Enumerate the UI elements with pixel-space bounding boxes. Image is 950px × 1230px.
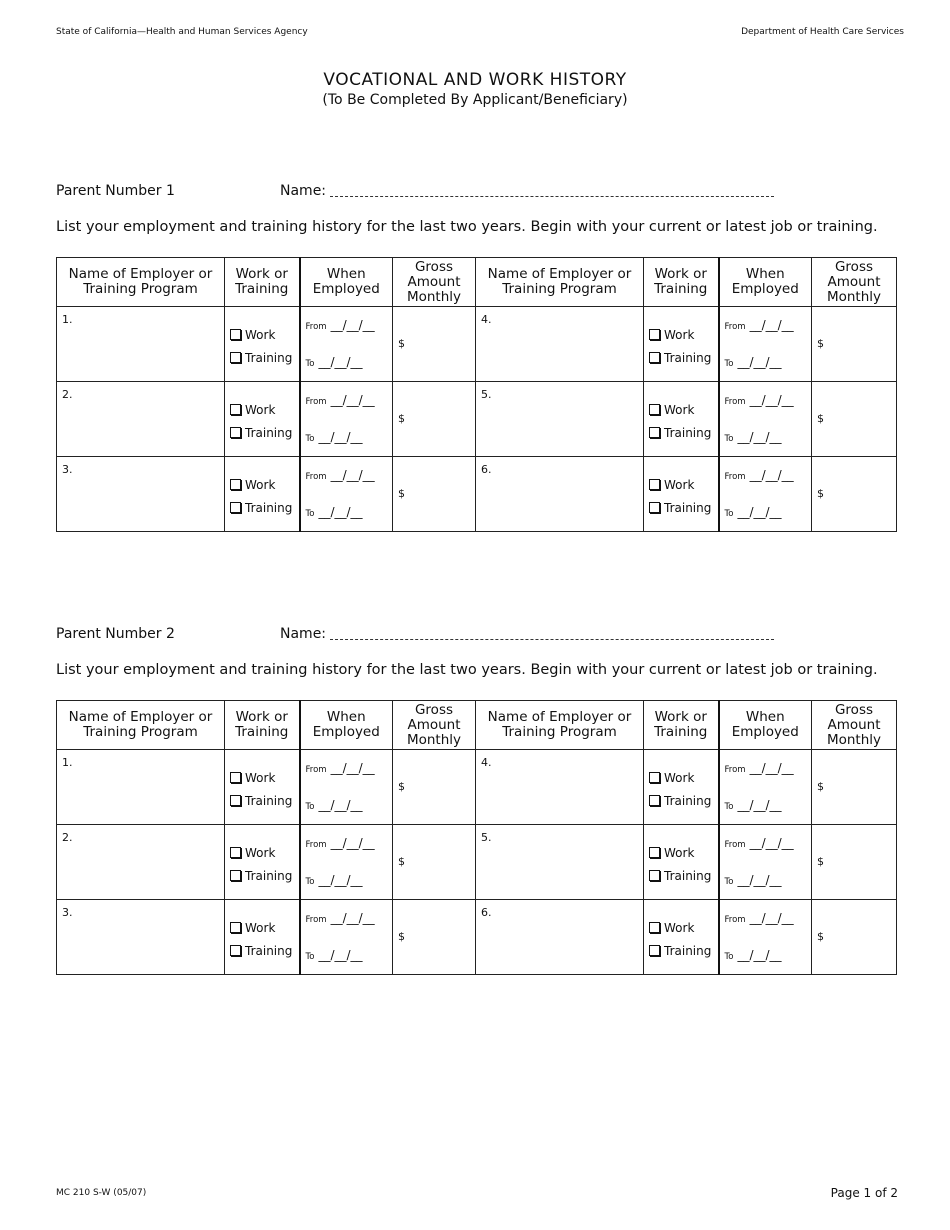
work-checkbox[interactable] [230,771,275,785]
gross-amount-cell[interactable] [812,825,897,900]
when-employed-header: When Employed [300,701,393,750]
checkbox-box[interactable] [230,922,241,933]
when-employed-cell [719,457,812,532]
work-checkbox[interactable] [649,846,694,860]
checkbox-box[interactable] [649,404,660,415]
work-checkbox[interactable] [230,328,275,342]
date-blank: __/__/__ [318,798,363,812]
date-blank: __/__/__ [330,761,375,775]
to-date-field[interactable] [306,505,363,519]
work-checkbox[interactable] [230,846,275,860]
when-employed-cell [300,382,393,457]
table-header-row [57,701,897,750]
checkbox-box[interactable] [649,870,660,881]
date-blank: __/__/__ [737,873,782,887]
work-training-cell [644,900,719,975]
parent-1-history-table [56,257,897,532]
row-number: 4. [481,756,492,769]
checkbox-box[interactable] [230,502,241,513]
checkbox-box[interactable] [230,772,241,783]
work-checkbox[interactable] [649,771,694,785]
work-training-cell [225,750,300,825]
when-employed-cell [300,307,393,382]
date-label: To [724,509,734,519]
work-checkbox[interactable] [230,403,275,417]
table-row [57,750,897,825]
when-employed-header: When Employed [300,258,393,307]
work-training-cell [644,457,719,532]
from-date-field[interactable] [306,468,375,482]
training-checkbox[interactable] [649,426,711,440]
dollar-sign: $ [398,412,405,425]
dollar-sign: $ [398,855,405,868]
when-employed-cell [300,825,393,900]
checkbox-label: Work [664,478,695,492]
date-blank: __/__/__ [737,798,782,812]
date-label: To [724,952,734,962]
form-id: MC 210 S-W (05/07) [56,1188,147,1198]
training-checkbox[interactable] [230,501,292,515]
checkbox-box[interactable] [230,870,241,881]
date-blank: __/__/__ [749,468,794,482]
checkbox-box[interactable] [230,329,241,340]
when-employed-header: When Employed [719,701,812,750]
work-training-cell [225,900,300,975]
to-date-field[interactable] [306,430,363,444]
checkbox-label: Training [245,501,293,515]
checkbox-label: Training [664,501,712,515]
employer-header: Name of Employer or Training Program [476,701,644,750]
date-label: To [724,359,734,369]
checkbox-label: Training [664,426,712,440]
work-training-cell [225,825,300,900]
checkbox-label: Work [664,921,695,935]
dollar-sign: $ [398,337,405,350]
employer-cell[interactable] [476,825,644,900]
dollar-sign: $ [817,337,824,350]
date-blank: __/__/__ [330,911,375,925]
checkbox-box[interactable] [230,352,241,363]
checkbox-label: Work [245,921,276,935]
date-blank: __/__/__ [737,505,782,519]
dollar-sign: $ [817,780,824,793]
when-employed-cell [719,382,812,457]
gross-amount-cell[interactable] [393,307,476,382]
checkbox-label: Training [664,944,712,958]
date-blank: __/__/__ [330,318,375,332]
training-checkbox[interactable] [230,426,292,440]
gross-amount-cell[interactable] [812,382,897,457]
work-training-cell [644,825,719,900]
checkbox-label: Work [664,771,695,785]
when-employed-cell [300,900,393,975]
row-number: 5. [481,831,492,844]
date-blank: __/__/__ [749,836,794,850]
date-blank: __/__/__ [737,948,782,962]
date-blank: __/__/__ [330,393,375,407]
date-label: To [305,952,315,962]
gross-amount-cell[interactable] [393,900,476,975]
date-blank: __/__/__ [318,948,363,962]
checkbox-label: Training [245,351,293,365]
to-date-field[interactable] [725,505,782,519]
checkbox-box[interactable] [649,352,660,363]
work-training-cell [644,307,719,382]
gross-amount-cell[interactable] [393,825,476,900]
date-label: From [724,322,746,332]
from-date-field[interactable] [306,761,375,775]
form-subtitle: (To Be Completed By Applicant/Beneficiary) [322,92,628,108]
date-blank: __/__/__ [318,430,363,444]
parent-1-name-label: Name: [280,183,327,199]
work-or-training-header: Work or Training [644,701,719,750]
employer-cell[interactable] [57,457,225,532]
work-training-cell [225,382,300,457]
from-date-field[interactable] [725,468,794,482]
table-row [57,382,897,457]
date-blank: __/__/__ [330,468,375,482]
checkbox-box[interactable] [649,427,660,438]
checkbox-box[interactable] [649,329,660,340]
row-number: 3. [62,906,73,919]
to-date-field[interactable] [725,798,782,812]
work-checkbox[interactable] [230,478,275,492]
parent-2-name-label: Name: [280,626,327,642]
training-checkbox[interactable] [649,869,711,883]
to-date-field[interactable] [725,430,782,444]
employer-header: Name of Employer or Training Program [57,258,225,307]
parent-2-history-table [56,700,897,975]
to-date-field[interactable] [306,355,363,369]
date-label: To [305,509,315,519]
gross-amount-cell[interactable] [393,382,476,457]
employer-cell[interactable] [476,382,644,457]
employer-cell[interactable] [57,750,225,825]
date-blank: __/__/__ [737,355,782,369]
checkbox-box[interactable] [649,479,660,490]
work-checkbox[interactable] [649,328,694,342]
parent-1-instruction: List your employment and training history for the last two years. Begin with your current or latest job or training. [56,219,878,235]
training-checkbox[interactable] [230,351,292,365]
date-label: From [305,472,327,482]
table-row [57,900,897,975]
work-checkbox[interactable] [649,921,694,935]
work-checkbox[interactable] [649,478,694,492]
date-blank: __/__/__ [318,505,363,519]
employer-cell[interactable] [57,382,225,457]
training-checkbox[interactable] [230,869,292,883]
checkbox-box[interactable] [230,404,241,415]
employer-cell[interactable] [476,307,644,382]
training-checkbox[interactable] [230,794,292,808]
checkbox-box[interactable] [649,795,660,806]
checkbox-label: Training [664,869,712,883]
date-label: From [305,322,327,332]
work-checkbox[interactable] [649,403,694,417]
date-label: From [305,765,327,775]
row-number: 2. [62,831,73,844]
gross-amount-cell[interactable] [812,750,897,825]
work-or-training-header: Work or Training [225,701,300,750]
parent-2-label: Parent Number 2 [56,626,175,642]
dollar-sign: $ [398,930,405,943]
date-label: From [305,397,327,407]
when-employed-cell [300,750,393,825]
work-training-cell [225,457,300,532]
date-blank: __/__/__ [749,761,794,775]
checkbox-box[interactable] [230,427,241,438]
dollar-sign: $ [817,930,824,943]
checkbox-box[interactable] [230,795,241,806]
to-date-field[interactable] [725,355,782,369]
gross-amount-header: Gross Amount Monthly [393,258,476,307]
to-date-field[interactable] [725,873,782,887]
when-employed-cell [719,825,812,900]
page-number: Page 1 of 2 [830,1186,898,1200]
gross-amount-cell[interactable] [812,457,897,532]
checkbox-box[interactable] [649,945,660,956]
checkbox-box[interactable] [649,847,660,858]
checkbox-box[interactable] [649,922,660,933]
employer-header: Name of Employer or Training Program [476,258,644,307]
training-checkbox[interactable] [649,794,711,808]
date-blank: __/__/__ [318,873,363,887]
when-employed-cell [300,457,393,532]
date-label: From [724,840,746,850]
work-training-cell [644,750,719,825]
date-blank: __/__/__ [318,355,363,369]
checkbox-label: Work [245,328,276,342]
checkbox-label: Work [664,328,695,342]
gross-amount-cell[interactable] [393,457,476,532]
dollar-sign: $ [817,855,824,868]
checkbox-label: Work [664,846,695,860]
checkbox-box[interactable] [230,847,241,858]
gross-amount-cell[interactable] [812,900,897,975]
gross-amount-header: Gross Amount Monthly [812,258,897,307]
agency-header: State of California—Health and Human Services Agency [56,27,308,37]
date-label: From [724,397,746,407]
when-employed-header: When Employed [719,258,812,307]
from-date-field[interactable] [725,911,794,925]
date-blank: __/__/__ [749,393,794,407]
table-header-row [57,258,897,307]
date-label: From [724,915,746,925]
parent-2-name-input[interactable] [330,639,774,640]
training-checkbox[interactable] [649,501,711,515]
date-label: To [724,434,734,444]
checkbox-label: Training [245,794,293,808]
checkbox-label: Training [245,426,293,440]
from-date-field[interactable] [306,911,375,925]
checkbox-box[interactable] [649,502,660,513]
checkbox-label: Training [664,351,712,365]
checkbox-label: Work [245,846,276,860]
employer-cell[interactable] [476,900,644,975]
to-date-field[interactable] [725,948,782,962]
date-label: From [724,472,746,482]
when-employed-cell [719,900,812,975]
work-or-training-header: Work or Training [644,258,719,307]
training-checkbox[interactable] [649,944,711,958]
row-number: 6. [481,463,492,476]
date-blank: __/__/__ [749,318,794,332]
checkbox-box[interactable] [230,945,241,956]
checkbox-box[interactable] [230,479,241,490]
to-date-field[interactable] [306,873,363,887]
dollar-sign: $ [817,487,824,500]
date-blank: __/__/__ [737,430,782,444]
when-employed-cell [719,307,812,382]
parent-2-instruction: List your employment and training history for the last two years. Begin with your current or latest job or training. [56,662,878,678]
from-date-field[interactable] [306,393,375,407]
row-number: 2. [62,388,73,401]
checkbox-label: Training [245,869,293,883]
employer-header: Name of Employer or Training Program [57,701,225,750]
date-label: To [305,877,315,887]
checkbox-label: Training [664,794,712,808]
employer-cell[interactable] [57,900,225,975]
checkbox-label: Work [664,403,695,417]
gross-amount-cell[interactable] [812,307,897,382]
row-number: 6. [481,906,492,919]
employer-cell[interactable] [476,750,644,825]
form-title: VOCATIONAL AND WORK HISTORY [323,70,627,90]
row-number: 1. [62,756,73,769]
dollar-sign: $ [398,780,405,793]
date-label: To [724,802,734,812]
date-label: To [305,434,315,444]
work-checkbox[interactable] [230,921,275,935]
when-employed-cell [719,750,812,825]
to-date-field[interactable] [306,948,363,962]
from-date-field[interactable] [725,836,794,850]
table-row [57,457,897,532]
date-blank: __/__/__ [330,836,375,850]
gross-amount-header: Gross Amount Monthly [812,701,897,750]
date-blank: __/__/__ [749,911,794,925]
from-date-field[interactable] [306,836,375,850]
gross-amount-cell[interactable] [393,750,476,825]
date-label: From [305,840,327,850]
from-date-field[interactable] [725,761,794,775]
checkbox-label: Training [245,944,293,958]
work-or-training-header: Work or Training [225,258,300,307]
row-number: 5. [481,388,492,401]
training-checkbox[interactable] [649,351,711,365]
work-training-cell [225,307,300,382]
row-number: 3. [62,463,73,476]
table-row [57,825,897,900]
checkbox-label: Work [245,478,276,492]
table-row [57,307,897,382]
row-number: 1. [62,313,73,326]
parent-1-label: Parent Number 1 [56,183,175,199]
parent-1-name-input[interactable] [330,196,774,197]
employer-cell[interactable] [476,457,644,532]
checkbox-label: Work [245,403,276,417]
dollar-sign: $ [398,487,405,500]
date-label: To [305,359,315,369]
employer-cell[interactable] [57,825,225,900]
checkbox-box[interactable] [649,772,660,783]
dollar-sign: $ [817,412,824,425]
work-training-cell [644,382,719,457]
from-date-field[interactable] [306,318,375,332]
date-label: From [724,765,746,775]
from-date-field[interactable] [725,393,794,407]
checkbox-label: Work [245,771,276,785]
date-label: To [305,802,315,812]
row-number: 4. [481,313,492,326]
training-checkbox[interactable] [230,944,292,958]
to-date-field[interactable] [306,798,363,812]
date-label: From [305,915,327,925]
employer-cell[interactable] [57,307,225,382]
department-header: Department of Health Care Services [741,27,904,37]
gross-amount-header: Gross Amount Monthly [393,701,476,750]
from-date-field[interactable] [725,318,794,332]
date-label: To [724,877,734,887]
